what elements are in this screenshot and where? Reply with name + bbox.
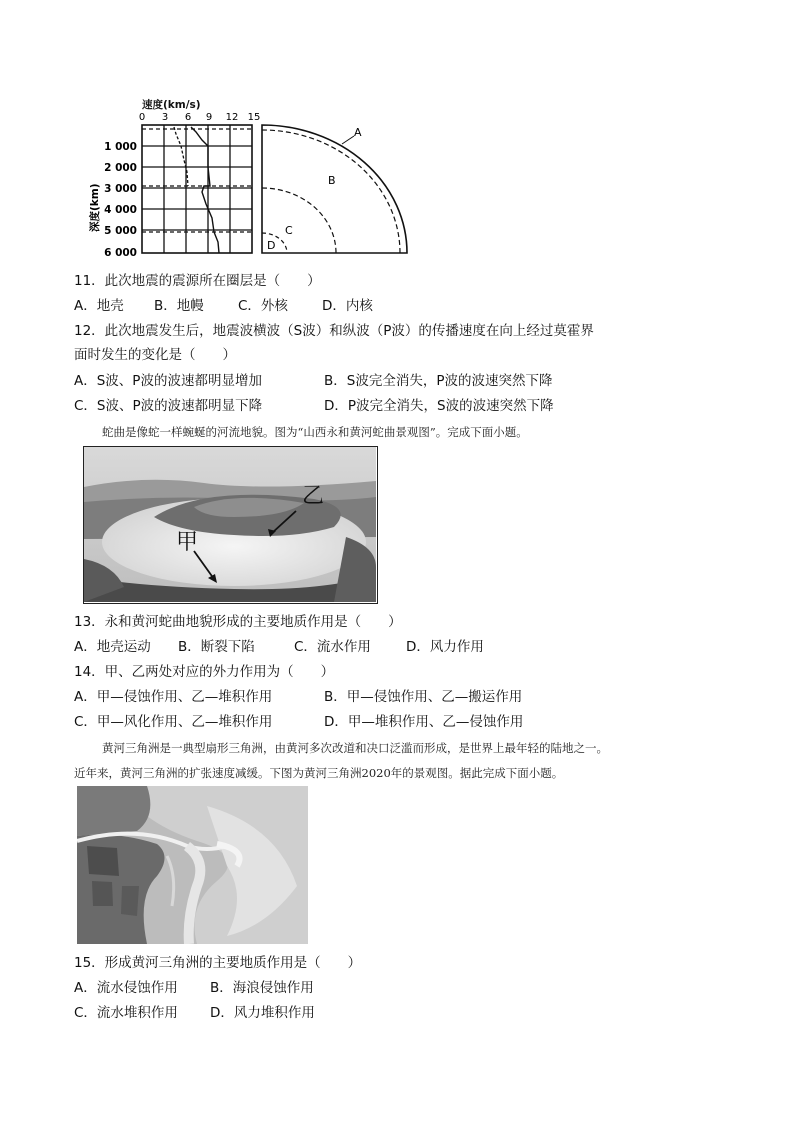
depth-tick: 2 000 bbox=[104, 162, 137, 174]
layer-label-c: C bbox=[285, 224, 293, 237]
q14-option-c[interactable]: C．甲—风化作用、乙—堆积作用 bbox=[74, 714, 273, 730]
q14-option-b[interactable]: B．甲—侵蚀作用、乙—搬运作用 bbox=[324, 689, 523, 705]
intro-delta-line2: 近年来，黄河三角洲的扩张速度减缓。下图为黄河三角洲2020年的景观图。据此完成下面小题。 bbox=[74, 766, 564, 780]
layer-label-d: D bbox=[267, 239, 276, 252]
meander-photo bbox=[83, 446, 378, 604]
q12-option-c[interactable]: C．S波、P波的波速都明显下降 bbox=[74, 398, 263, 414]
mantle-boundary-arc bbox=[262, 130, 400, 253]
q13-option-b[interactable]: B．断裂下陷 bbox=[178, 639, 255, 655]
q12-stem-line1: 12．此次地震发生后，地震波横波（S波）和纵波（P波）的传播速度在向上经过莫霍界 bbox=[74, 323, 594, 339]
depth-axis-label: 深度(km) bbox=[89, 183, 101, 232]
q12-option-b[interactable]: B．S波完全消失，P波的波速突然下降 bbox=[324, 373, 553, 389]
depth-tick: 4 000 bbox=[104, 204, 137, 216]
layer-label-b: B bbox=[328, 174, 336, 187]
q11-option-a[interactable]: A．地壳 bbox=[74, 298, 124, 314]
q14-option-a[interactable]: A．甲—侵蚀作用、乙—堆积作用 bbox=[74, 689, 273, 705]
seismic-wave-figure bbox=[84, 92, 414, 262]
label-yi: 乙 bbox=[302, 484, 325, 509]
delta-photo-image bbox=[77, 786, 308, 944]
q15-stem: 15．形成黄河三角洲的主要地质作用是（ ） bbox=[74, 955, 362, 971]
depth-tick: 6 000 bbox=[104, 247, 137, 259]
delta-photo bbox=[77, 786, 308, 944]
speed-tick: 9 bbox=[205, 112, 213, 123]
depth-tick: 5 000 bbox=[104, 225, 137, 237]
q13-option-d[interactable]: D．风力作用 bbox=[406, 639, 484, 655]
q13-option-c[interactable]: C．流水作用 bbox=[294, 639, 371, 655]
q12-option-a[interactable]: A．S波、P波的波速都明显增加 bbox=[74, 373, 262, 389]
layer-label-a: A bbox=[354, 126, 362, 139]
q14-stem: 14．甲、乙两处对应的外力作用为（ ） bbox=[74, 664, 335, 680]
q11-option-d[interactable]: D．内核 bbox=[322, 298, 373, 314]
depth-tick: 1 000 bbox=[104, 141, 137, 153]
depth-tick: 3 000 bbox=[104, 183, 137, 195]
q15-option-a[interactable]: A．流水侵蚀作用 bbox=[74, 980, 178, 996]
q13-option-a[interactable]: A．地壳运动 bbox=[74, 639, 151, 655]
grid-lines bbox=[142, 125, 252, 253]
speed-tick: 15 bbox=[247, 112, 261, 123]
label-a-pointer bbox=[342, 136, 354, 144]
q11-option-b[interactable]: B．地幔 bbox=[154, 298, 204, 314]
speed-tick: 0 bbox=[138, 112, 146, 123]
q14-option-d[interactable]: D．甲—堆积作用、乙—侵蚀作用 bbox=[324, 714, 524, 730]
intro-delta-line1: 黄河三角洲是一典型扇形三角洲，由黄河多次改道和决口泛滥而形成，是世界上最年轻的陆地之一。 bbox=[102, 741, 608, 755]
q13-stem: 13．永和黄河蛇曲地貌形成的主要地质作用是（ ） bbox=[74, 614, 402, 630]
meander-photo-image bbox=[84, 447, 376, 602]
speed-tick: 6 bbox=[184, 112, 192, 123]
q12-option-d[interactable]: D．P波完全消失，S波的波速突然下降 bbox=[324, 398, 554, 414]
q11-stem: 11．此次地震的震源所在圈层是（ ） bbox=[74, 273, 321, 289]
speed-axis-label: 速度(km/s) bbox=[142, 99, 201, 111]
q15-option-b[interactable]: B．海浪侵蚀作用 bbox=[210, 980, 314, 996]
q12-stem-line2: 面时发生的变化是（ ） bbox=[74, 347, 236, 363]
speed-tick: 12 bbox=[225, 112, 239, 123]
q15-option-c[interactable]: C．流水堆积作用 bbox=[74, 1005, 178, 1021]
speed-tick: 3 bbox=[161, 112, 169, 123]
earth-surface-arc bbox=[262, 125, 407, 253]
q11-option-c[interactable]: C．外核 bbox=[238, 298, 288, 314]
q15-option-d[interactable]: D．风力堆积作用 bbox=[210, 1005, 315, 1021]
intro-meander: 蛇曲是像蛇一样蜿蜒的河流地貌。图为“山西永和黄河蛇曲景观图”。完成下面小题。 bbox=[102, 425, 528, 439]
label-jia: 甲 bbox=[176, 530, 199, 555]
grid-frame bbox=[142, 125, 252, 253]
